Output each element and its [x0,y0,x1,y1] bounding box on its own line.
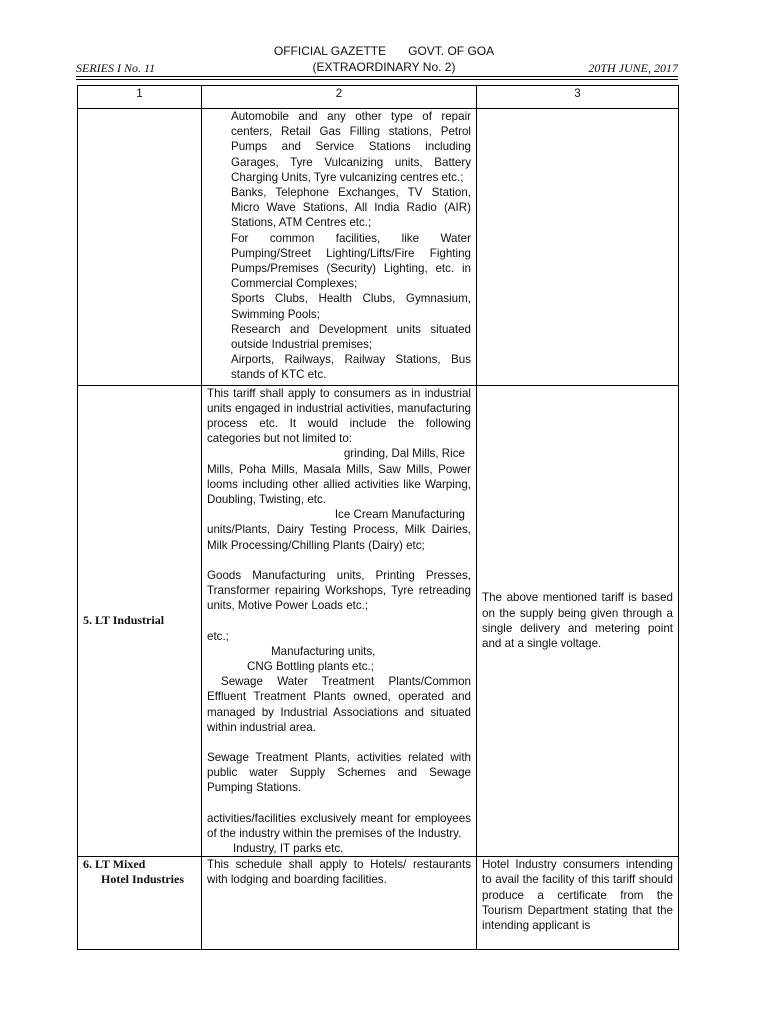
list-item: Research and Development units situated outside Industrial premises; [231,322,471,352]
column-number: 3 [477,86,679,109]
row-note-cell [477,109,679,386]
paragraph: units/Plants, Dairy Testing Process, Milk Dairies, Milk Processing/Chilling Plants (Dairy) etc; [207,523,471,552]
table-row [78,857,679,950]
title-left: OFFICIAL GAZETTE [273,44,387,58]
category-label: 6. LT Mixed [83,857,146,872]
paragraph: Sewage Treatment Plants, activities related with public water Supply Schemes and Sewage Pumping Stations. [207,750,471,795]
paragraph: CNG Bottling plants etc.; [247,659,374,673]
row-description-cell [202,109,477,386]
tariff-table [77,85,679,950]
list-item: Sports Clubs, Health Clubs, Gymnasium, Swimming Pools; [231,292,471,321]
paragraph: This tariff shall apply to consumers as in industrial units engaged in industrial activities, manufacturing process etc. It would include the following categories but not limited to: [207,386,471,446]
row-label-cell [78,857,202,950]
note-text: The above mentioned tariff is based on the supply being given through a single delivery and metering point and at a single voltage. [482,591,673,651]
row-description-cell [202,857,477,950]
table-row [78,109,679,386]
paragraph: grinding, Dal Mills, Rice [343,447,465,461]
paragraph: Ice Cream Manufacturing [334,508,465,522]
column-number-row [78,86,679,109]
row-note-cell [477,857,679,950]
header-rule-bottom [76,79,678,80]
list-item: Banks, Telephone Exchanges, TV Station, Micro Wave Stations, All India Radio (AIR) Stations, ATM Centres etc.; [231,186,471,230]
row-label-cell [78,385,202,856]
paragraph: This schedule shall apply to Hotels/ restaurants with lodging and boarding facilities. [207,858,471,887]
list-item: Airports, Railways, Railway Stations, Bus stands of KTC etc. [231,353,471,382]
header-rule-top [76,76,678,77]
paragraph: Mills, Poha Mills, Masala Mills, Saw Mills, Power looms including other allied activities like Warping, Doubling, Twisting, etc. [207,462,471,507]
note-text: Hotel Industry consumers intending to avail the facility of this tariff should produce a certificate from the Tourism Department stating that the intending applicant is [482,858,673,932]
paragraph: Manufacturing units, [271,644,376,658]
paragraph: etc.; [207,629,229,643]
title-right: GOVT. OF GOA [408,44,495,58]
paragraph: Industry, IT parks etc. [233,841,344,855]
list-item: For common facilities, like Water Pumping/Street Lighting/Lifts/Fire Fighting Pumps/Premises (Security) Lighting, etc. in Commercial Complexes; [231,231,471,291]
column-number: 2 [202,86,477,109]
category-label: 5. LT Industrial [83,613,165,628]
row-description-cell [202,385,477,856]
series-number: SERIES I No. 11 [76,61,156,75]
gazette-subtitle: (EXTRAORDINARY No. 2) [312,60,456,74]
paragraph: Sewage Water Treatment Plants/Common Effluent Treatment Plants owned, operated and managed by Industrial Associations and situated within industrial area. [207,675,471,734]
row-label-cell [78,109,202,386]
paragraph: Goods Manufacturing units, Printing Presses, Transformer repairing Workshops, Tyre retreading units, Motive Power Loads etc.; [207,568,471,613]
publication-date: 20TH JUNE, 2017 [588,61,678,75]
category-label: Hotel Industries [101,872,185,887]
column-number: 1 [78,86,202,109]
table-row [78,385,679,856]
row-note-cell [477,385,679,856]
list-item: Automobile and any other type of repair centers, Retail Gas Filling stations, Petrol Pumps and Service Stations including Garages, Tyre Vulcanizing units, Battery Charging Units, Tyre vulcanizing centres etc.; [231,110,471,184]
paragraph: activities/facilities exclusively meant for employees of the industry within the premises of the Industry. [207,811,471,840]
